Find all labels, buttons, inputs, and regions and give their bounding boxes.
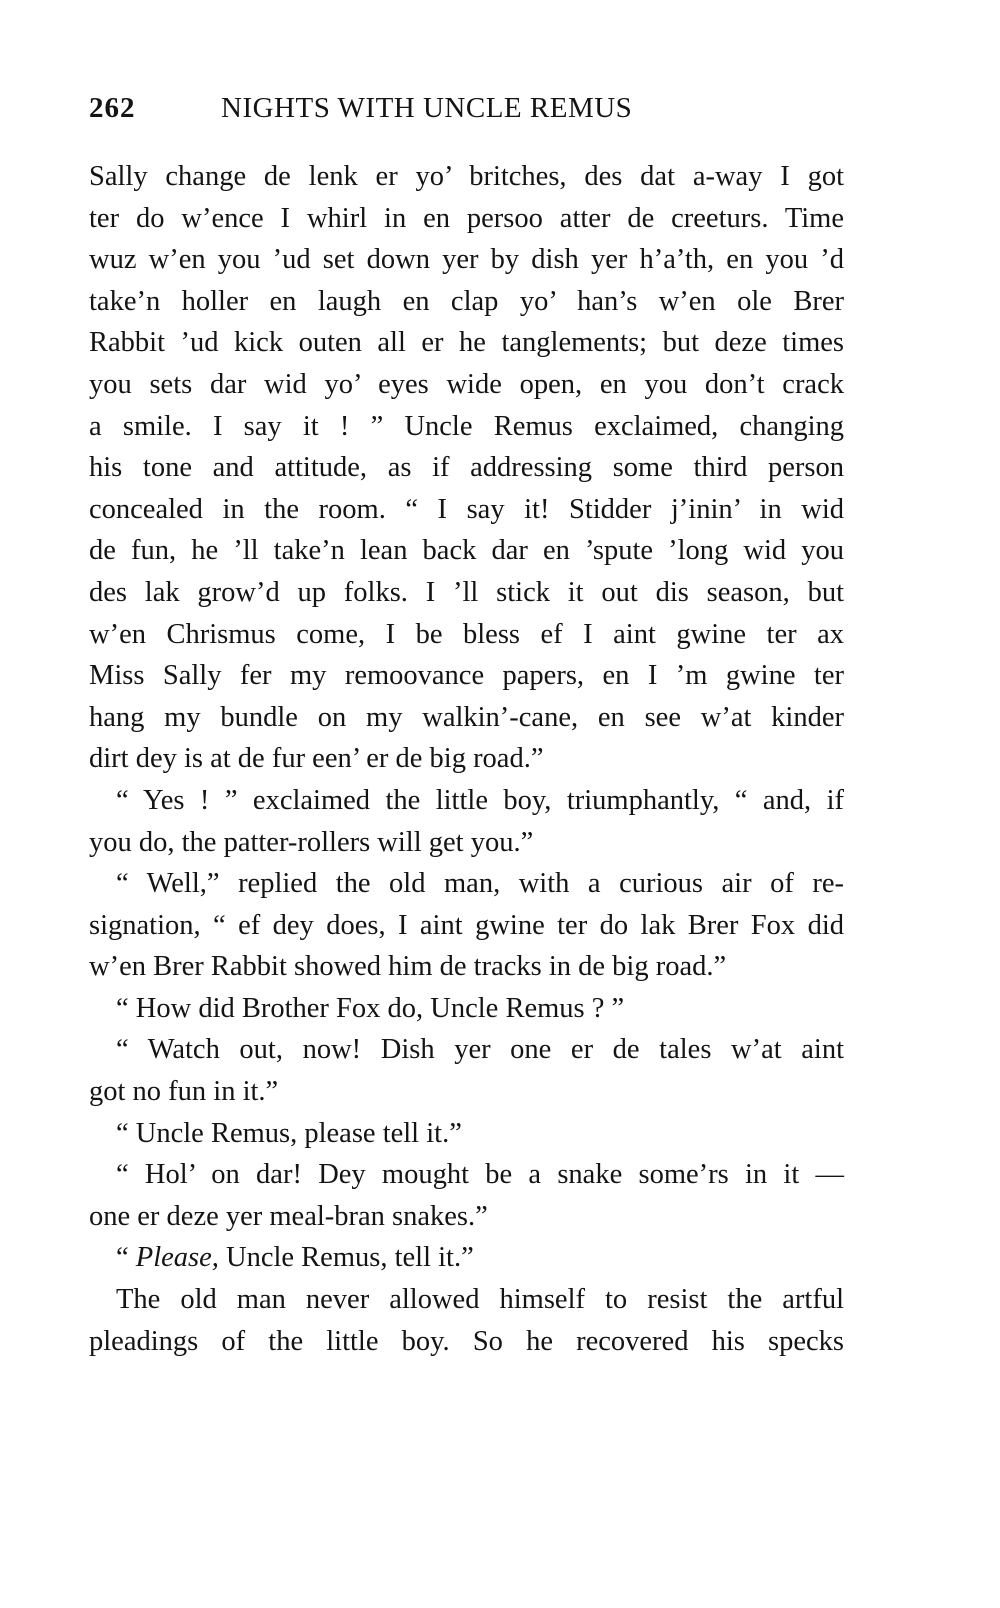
text-line: hang my bundle on my walkin’-cane, en see w’at kinder [89,701,844,733]
text-line: his tone and attitude, as if addressing some third person [89,452,844,484]
page-number: 262 [89,92,136,124]
text-line: “ Hol’ on dar! Dey mought be a snake some’rs in it — [116,1159,844,1191]
text-line: The old man never allowed himself to resist the artful [116,1284,844,1316]
text-line: Rabbit ’ud kick outen all er he tanglements; but deze times [89,327,844,359]
text-line: Sally change de lenk er yo’ britches, des dat a-way I got [89,161,844,192]
text-line: “ How did Brother Fox do, Uncle Remus ? ” [116,992,625,1024]
text-line: wuz w’en you ’ud set down yer by dish yer h’a’th, en you ’d [89,244,844,276]
text-line: take’n holler en laugh en clap yo’ han’s w’en ole Brer [89,285,844,317]
text-line: a smile. I say it ! ” Uncle Remus exclaimed, changing [89,410,844,442]
text-line: w’en Brer Rabbit showed him de tracks in de big road.” [89,951,727,983]
page-header [89,92,849,132]
body-text [89,156,844,1362]
text-line: pleadings of the little boy. So he recovered his specks [89,1325,844,1357]
italic-word: Please, [135,1242,219,1274]
text-line: signation, “ ef dey does, I aint gwine ter do lak Brer Fox did [89,909,844,941]
text-line: “ Uncle Remus, please tell it.” [116,1117,462,1149]
text-line: you sets dar wid yo’ eyes wide open, en you don’t crack [89,368,844,400]
text-line: de fun, he ’ll take’n lean back dar en ’spute ’long wid you [89,535,844,567]
text-line: Miss Sally fer my remoovance papers, en I ’m gwine ter [89,660,844,692]
text-line: concealed in the room. “ I say it! Stidder j’inin’ in wid [89,493,844,525]
text-line: dirt dey is at de fur een’ er de big road.” [89,743,544,775]
text-line: got no fun in it.” [89,1076,279,1108]
text-line: “ Watch out, now! Dish yer one er de tales w’at aint [116,1034,844,1066]
running-title: NIGHTS WITH UNCLE REMUS [221,92,633,124]
text-line: one er deze yer meal-bran snakes.” [89,1200,488,1232]
text-line: ter do w’ence I whirl in en persoo atter de creeturs. Time [89,202,844,234]
text-line: you do, the patter-rollers will get you.” [89,826,534,858]
text-line: “ Please, Uncle Remus, tell it.” [116,1242,474,1274]
text-line: “ Well,” replied the old man, with a curious air of re- [116,868,844,900]
text-line: “ Yes ! ” exclaimed the little boy, triumphantly, “ and, if [116,784,844,816]
text-line: des lak grow’d up folks. I ’ll stick it out dis season, but [89,576,844,608]
text-line: w’en Chrismus come, I be bless ef I aint gwine ter ax [89,618,844,650]
